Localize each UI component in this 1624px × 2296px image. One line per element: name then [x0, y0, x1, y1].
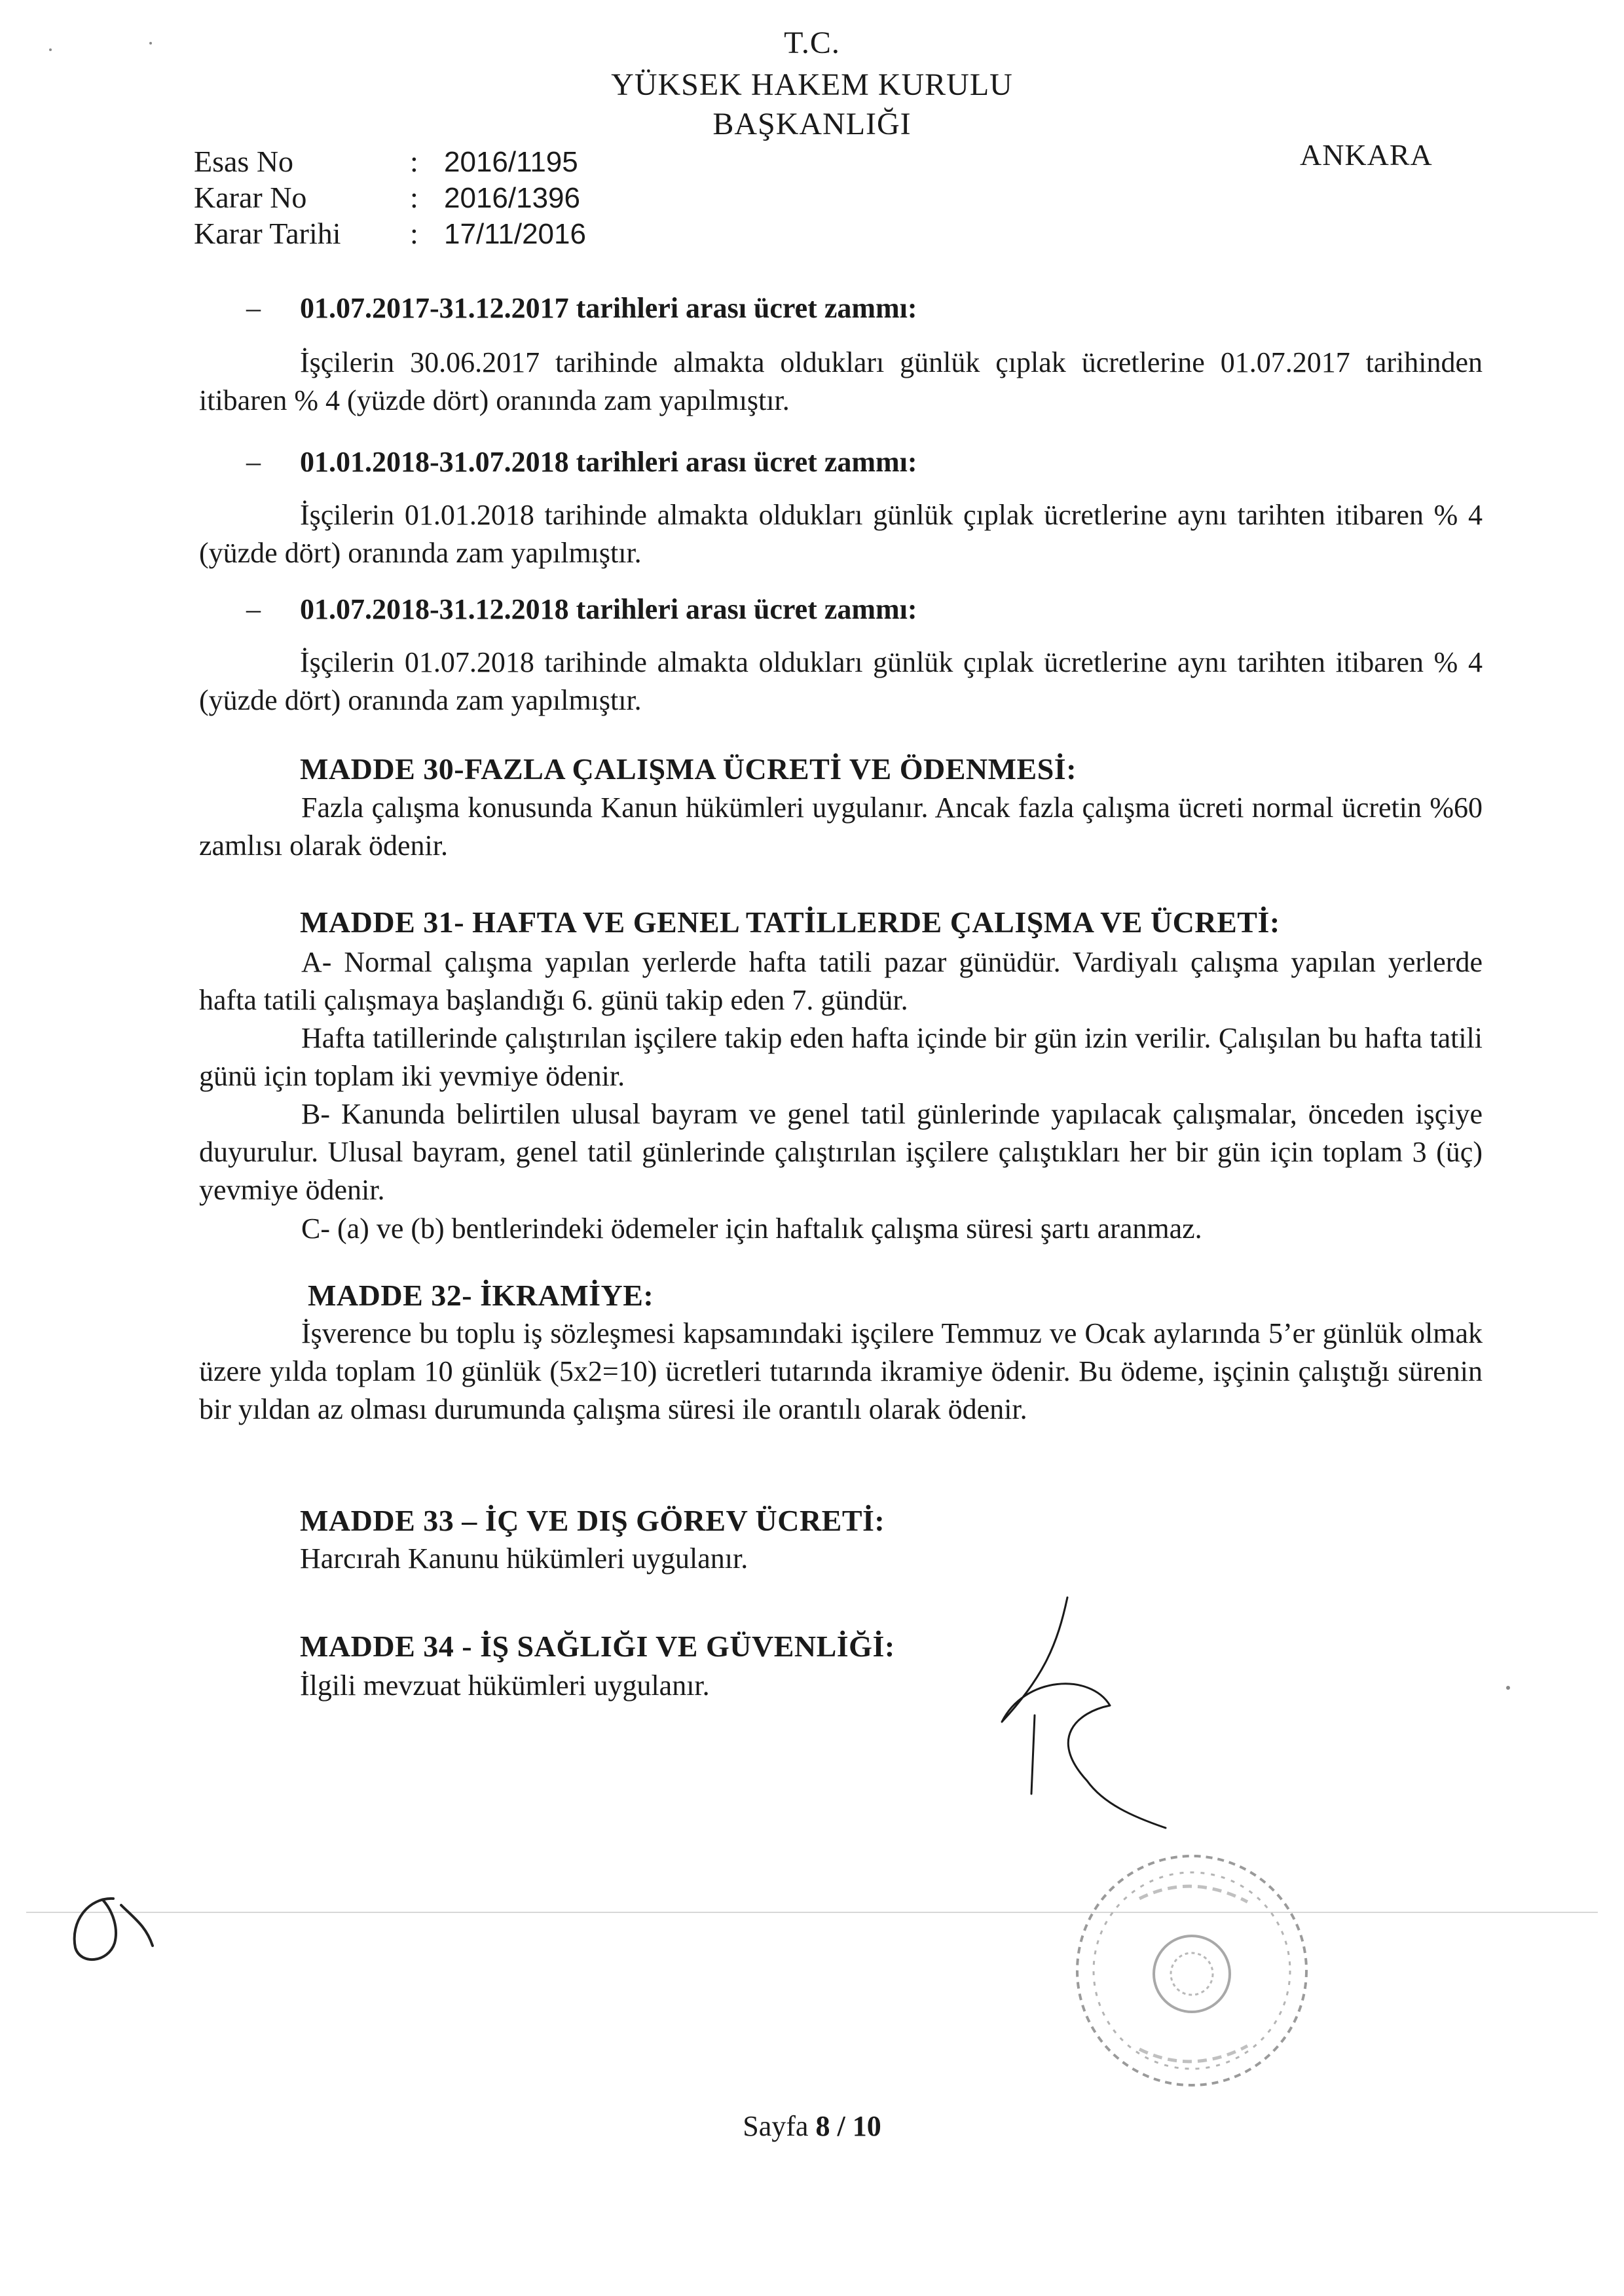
scan-speck	[149, 42, 152, 45]
article-30-text: Fazla çalışma konusunda Kanun hükümleri uygulanır. Ancak fazla çalışma ücreti normal ücretin %60 zamlısı olarak ödenir.	[199, 792, 1483, 862]
meta-row-esas-no	[194, 144, 578, 179]
raise-heading-text: 01.07.2017-31.12.2017 tarihleri arası ücret zammı:	[300, 292, 917, 324]
header-institution: YÜKSEK HAKEM KURULU	[611, 67, 1013, 102]
raise-heading-3	[246, 592, 917, 626]
article-31-heading: MADDE 31- HAFTA VE GENEL TATİLLERDE ÇALIŞMA VE ÜCRETİ:	[300, 905, 1280, 939]
scan-line	[26, 1912, 1598, 1913]
meta-separator: :	[410, 145, 418, 178]
raise-paragraph-text: İşçilerin 30.06.2017 tarihinde almakta oldukları günlük çıplak ücretlerine 01.07.2017 tarihinden itibaren % 4 (yüzde dört) oranında zam yapılmıştır.	[199, 346, 1483, 417]
meta-value: 2016/1396	[444, 182, 580, 214]
article-34-heading: MADDE 34 - İŞ SAĞLIĞI VE GÜVENLİĞİ:	[300, 1630, 895, 1663]
meta-value: 2016/1195	[444, 146, 578, 178]
article-32-text: İşverence bu toplu iş sözleşmesi kapsamındaki işçilere Temmuz ve Ocak aylarında 5’er günlük olmak üzere yılda toplam 10 günlük (5x2=10) ücretleri tutarında ikramiye ödenir. Bu ödeme, işçinin çalıştığı sürenin bir yıldan az olması durumunda çalışma süresi ile orantılı olarak ödenir.	[199, 1317, 1483, 1426]
article-31-paragraph-b	[199, 1095, 1483, 1209]
article-31-paragraph-a	[199, 943, 1483, 1019]
meta-row-karar-no	[194, 180, 580, 215]
raise-paragraph-2	[199, 496, 1483, 572]
page-footer	[0, 2109, 1624, 2143]
article-32-paragraph	[199, 1315, 1483, 1429]
article-31-text: Hafta tatillerinde çalıştırılan işçilere takip eden hafta içinde bir gün izin verilir. Çalışılan bu hafta tatili günü için toplam iki yevmiye ödenir.	[199, 1022, 1483, 1093]
article-30-paragraph	[199, 789, 1483, 865]
raise-paragraph-3	[199, 644, 1483, 720]
page-number: 8 / 10	[815, 2110, 881, 2142]
header-city: ANKARA	[1300, 138, 1433, 172]
article-34-text: İlgili mevzuat hükümleri uygulanır.	[300, 1669, 710, 1702]
meta-label: Karar Tarihi	[194, 217, 341, 250]
article-31-paragraph-a2	[199, 1019, 1483, 1095]
raise-paragraph-text: İşçilerin 01.01.2018 tarihinde almakta oldukları günlük çıplak ücretlerine aynı tarihten itibaren % 4 (yüzde dört) oranında zam yapılmıştır.	[199, 499, 1483, 570]
official-stamp	[1061, 1833, 1323, 2115]
raise-heading-1	[246, 291, 917, 325]
header-tc: T.C.	[784, 26, 840, 60]
footer-label: Sayfa	[743, 2110, 809, 2142]
raise-paragraph-text: İşçilerin 01.07.2018 tarihinde almakta oldukları günlük çıplak ücretlerine aynı tarihten itibaren % 4 (yüzde dört) oranında zam yapılmıştır.	[199, 646, 1483, 717]
dash: –	[246, 292, 261, 324]
article-31-text: B- Kanunda belirtilen ulusal bayram ve genel tatil günlerinde yapılacak çalışmalar, önceden işçiye duyurulur. Ulusal bayram, genel tatil günlerinde çalıştırılan işçilere çalıştıkları her bir gün için toplam 3 (üç) yevmiye ödenir.	[199, 1098, 1483, 1207]
meta-label: Esas No	[194, 145, 294, 178]
article-31-text: A- Normal çalışma yapılan yerlerde hafta tatili pazar günüdür. Vardiyalı çalışma yapılan yerlerde hafta tatili çalışmaya başlandığı 6. günü takip eden 7. gündür.	[199, 946, 1483, 1017]
article-31-text: C- (a) ve (b) bentlerindeki ödemeler için haftalık çalışma süresi şartı aranmaz.	[301, 1212, 1202, 1245]
meta-row-karar-tarihi	[194, 216, 586, 251]
article-30-heading: MADDE 30-FAZLA ÇALIŞMA ÜCRETİ VE ÖDENMESİ:	[300, 752, 1077, 786]
article-33-heading: MADDE 33 – İÇ VE DIŞ GÖREV ÜCRETİ:	[300, 1504, 885, 1537]
raise-heading-text: 01.07.2018-31.12.2018 tarihleri arası ücret zammı:	[300, 593, 917, 625]
signature-mark	[969, 1584, 1179, 1833]
article-32-heading: MADDE 32- İKRAMİYE:	[308, 1279, 654, 1312]
dash: –	[246, 593, 261, 625]
article-33-text: Harcırah Kanunu hükümleri uygulanır.	[300, 1542, 748, 1575]
meta-value: 17/11/2016	[444, 218, 586, 250]
meta-separator: :	[410, 217, 418, 250]
article-31-paragraph-c	[199, 1210, 1483, 1248]
meta-separator: :	[410, 181, 418, 214]
raise-paragraph-1	[199, 344, 1483, 420]
raise-heading-2	[246, 445, 917, 479]
article-31-body	[199, 943, 1483, 1248]
raise-heading-text: 01.01.2018-31.07.2018 tarihleri arası ücret zammı:	[300, 446, 917, 478]
meta-label: Karar No	[194, 181, 307, 214]
dash: –	[246, 446, 261, 478]
header-office: BAŞKANLIĞI	[712, 107, 912, 141]
scan-speck	[49, 48, 52, 51]
scan-speck	[1506, 1686, 1510, 1690]
handwritten-page-mark	[62, 1886, 154, 1971]
